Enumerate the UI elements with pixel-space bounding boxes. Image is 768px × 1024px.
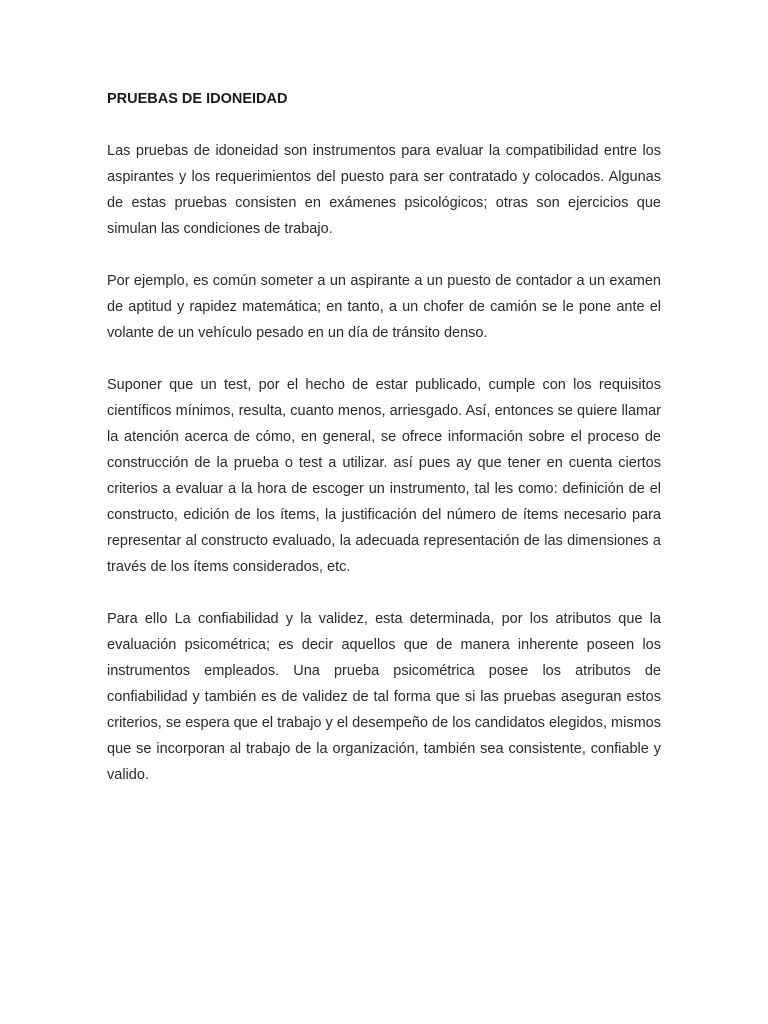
paragraph-2: Por ejemplo, es común someter a un aspirante a un puesto de contador a un examen de aptitud y rapidez matemática; en tanto, a un chofer de camión se le pone ante el volante de un vehículo pesado en un día de tránsito denso.: [107, 273, 661, 341]
paragraph-4: Para ello La confiabilidad y la validez, esta determinada, por los atributos que la evaluación psicométrica; es decir aquellos que de manera inherente poseen los instrumentos empleados. Una prueba psicométrica posee los atributos de confiabilidad y también es de validez de tal forma que si las pruebas aseguran estos criterios, se espera que el trabajo y el desempeño de los candidatos elegidos, mismos que se incorporan al trabajo de la organización, también sea consistente, confiable y valido.: [107, 611, 661, 783]
spacer: [107, 242, 661, 268]
spacer: [107, 346, 661, 372]
spacer: [107, 580, 661, 606]
paragraph-3: Suponer que un test, por el hecho de estar publicado, cumple con los requisitos científicos mínimos, resulta, cuanto menos, arriesgado. Así, entonces se quiere llamar la atención acerca de cómo, en general, se ofrece información sobre el proceso de construcción de la prueba o test a utilizar. así pues ay que tener en cuenta ciertos criterios a evaluar a la hora de escoger un instrumento, tal les como: definición de el constructo, edición de los ítems, la justificación del número de ítems necesario para representar al constructo evaluado, la adecuada representación de las dimensiones a través de los ítems considerados, etc.: [107, 377, 661, 575]
document-body: [107, 86, 661, 788]
spacer: [107, 112, 661, 138]
document-title: PRUEBAS DE IDONEIDAD: [107, 91, 288, 107]
paragraph-1: Las pruebas de idoneidad son instrumentos para evaluar la compatibilidad entre los aspirantes y los requerimientos del puesto para ser contratado y colocados. Algunas de estas pruebas consisten en exámenes psicológicos; otras son ejercicios que simulan las condiciones de trabajo.: [107, 143, 661, 237]
